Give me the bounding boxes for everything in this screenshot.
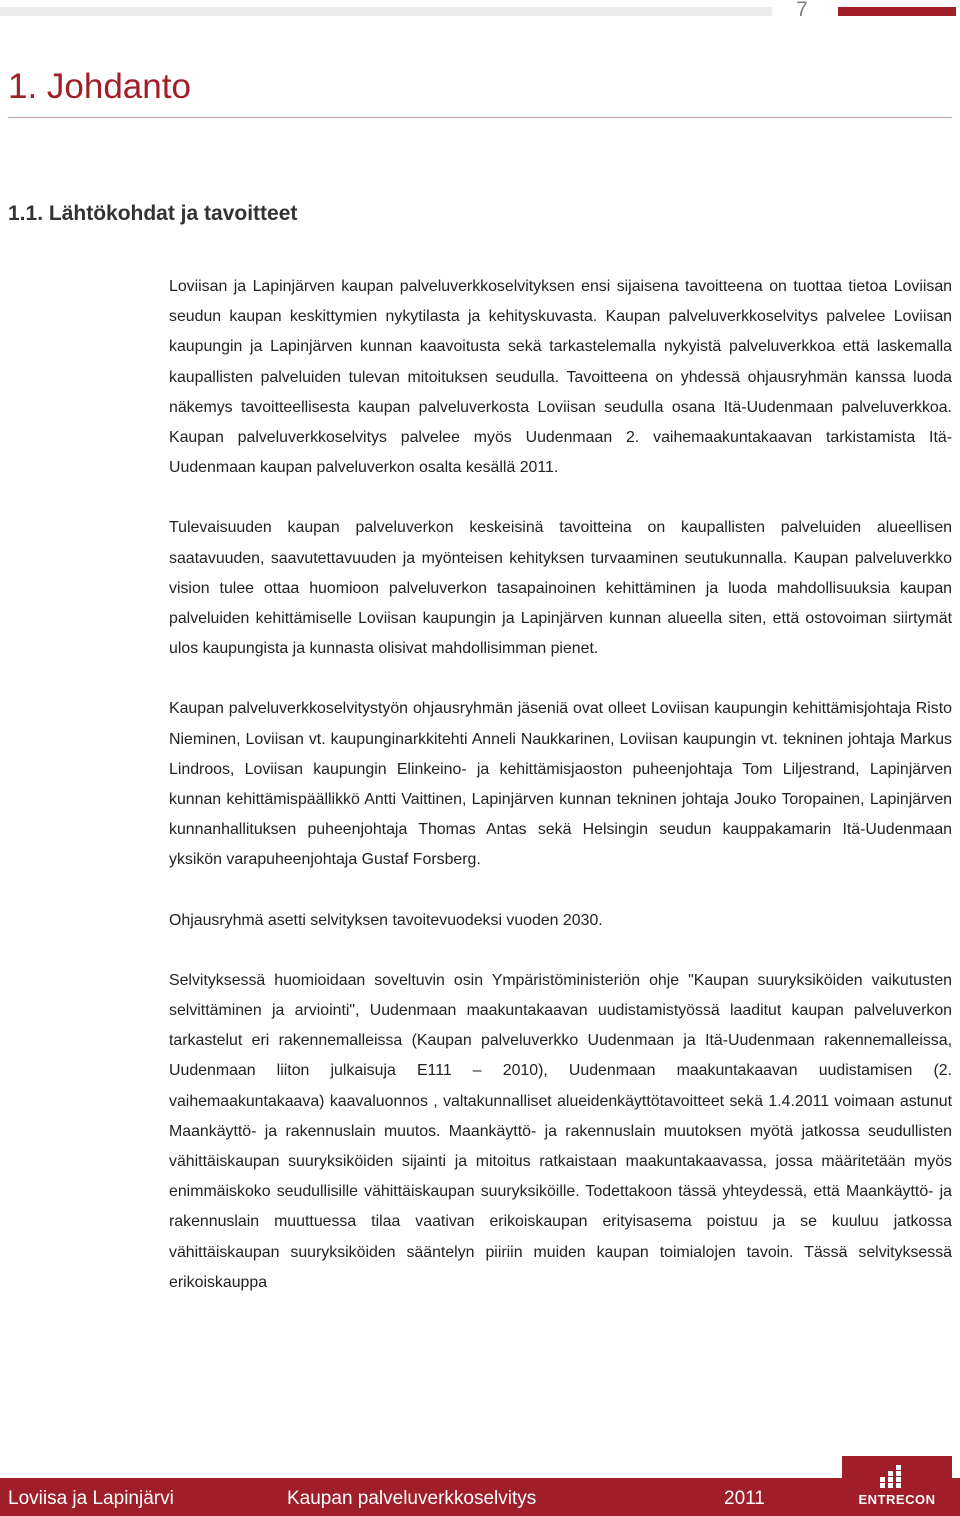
- header-bar-right: [838, 7, 956, 16]
- page-number: 7: [796, 0, 808, 21]
- entrecon-grid-logo-icon: [872, 1465, 908, 1495]
- paragraph-goals: Loviisan ja Lapinjärven kaupan palveluverkkoselvityksen ensi sijaisena tavoitteena on tuottaa tietoa Loviisan seudun kaupan keskittymien nykytilasta ja kehityskuvasta. Kaupan palveluverkkoselvitys palvelee Loviisan kaupungin ja Lapinjärven kunnan kaavoitusta sekä tarkastelemalla nykyistä palveluverkkoa että laskemalla kaupallisten palveluiden tulevan mitoituksen seudulla. Tavoitteena on yhdessä ohjausryhmän kanssa luoda näkemys tavoitteellisesta kaupan palveluverkosta Loviisan seudulla osana Itä-Uudenmaan palveluverkkoa. Kaupan palveluverkkoselvitys palvelee myös Uudenmaan 2. vaihemaakuntakaavan tarkistamista Itä-Uudenmaan kaupan palveluverkon osalta kesällä 2011.: [169, 278, 952, 477]
- chapter-heading: 1. Johdanto: [8, 67, 191, 106]
- footer-bar: [0, 1478, 960, 1516]
- section-heading: 1.1. Lähtökohdat ja tavoitteet: [8, 202, 298, 225]
- paragraph-considerations: Selvityksessä huomioidaan soveltuvin osin Ympäristöministeriön ohje "Kaupan suuryksiköiden vaikutusten selvittäminen ja arviointi", Uudenmaan maakuntakaavan uudistamistyössä laaditut kaupan palveluverkon tarkastelut eri rakennemalleissa (Kaupan palveluverkko Uudenmaan ja Itä-Uudenmaan rakennemalleissa, Uudenmaan liiton julkaisuja E111 – 2010), Uudenmaan maakuntakaavan uudistamisen (2. vaihemaakuntakaava) kaavaluonnos , valtakunnalliset alueidenkäyttötavoitteet sekä 1.4.2011 voimaan astunut Maankäyttö- ja rakennuslain muutos. Maankäyttö- ja rakennuslain muutoksen myötä jatkossa seudullisten vähittäiskaupan suuryksiköiden sijainti ja mitoitus ratkaistaan maakuntakaavassa, jossa määritetään myös enimmäiskoko seudullisille vähittäiskaupan suuryksiköille. Todettakoon tässä yhteydessä, että Maankäyttö- ja rakennuslain muuttuessa tilaa vaativan erikoiskaupan erityisasema poistuu ja se kuuluu jatkossa vähittäiskaupan suuryksiköiden sääntelyn piiriin muiden kaupan toimialojen tavoin. Tässä selvityksessä erikoiskauppa: [169, 971, 952, 1291]
- entrecon-logo: [842, 1456, 952, 1516]
- logo-wordmark: ENTRECON: [858, 1492, 936, 1507]
- footer-report-title: Kaupan palveluverkkoselvitys: [287, 1488, 537, 1509]
- heading-divider: [8, 117, 952, 118]
- paragraph-target-year: Ohjausryhmä asetti selvityksen tavoitevuodeksi vuoden 2030.: [169, 911, 603, 929]
- footer-location: Loviisa ja Lapinjärvi: [8, 1488, 174, 1509]
- paragraph-future-goals: Tulevaisuuden kaupan palveluverkon keskeisinä tavoitteina on kaupallisten palveluiden alueellisen saatavuuden, saavutettavuuden ja myönteisen kehityksen turvaaminen seutukunnalla. Kaupan palveluverkko vision tulee ottaa huomioon palveluverkon tasapainoinen kehittäminen ja luoda mahdollisuuksia kaupan palveluiden kehittämiselle Loviisan kaupungin ja Lapinjärven kunnan alueella siten, että ostovoiman siirtymät ulos kaupungista ja kunnasta olisivat mahdollisimman pienet.: [169, 519, 952, 658]
- header-bar-left: [0, 7, 772, 16]
- body-text: [169, 272, 952, 1328]
- paragraph-steering-group: Kaupan palveluverkkoselvitystyön ohjausryhmän jäseniä ovat olleet Loviisan kaupungin kehittämisjohtaja Risto Nieminen, Loviisan vt. kaupunginarkkitehti Anneli Naukkarinen, Loviisan kaupungin vt. tekninen johtaja Markus Lindroos, Loviisan kaupungin Elinkeino- ja kehittämisjaoston puheenjohtaja Tom Liljestrand, Lapinjärven kunnan kehittämispäällikkö Antti Vaittinen, Lapinjärven kunnan tekninen johtaja Jouko Toropainen, Lapinjärven kunnanhallituksen puheenjohtaja Thomas Antas sekä Helsingin seudun kauppakamarin Itä-Uudenmaan yksikön varapuheenjohtaja Gustaf Forsberg.: [169, 700, 952, 869]
- footer-year: 2011: [724, 1488, 765, 1509]
